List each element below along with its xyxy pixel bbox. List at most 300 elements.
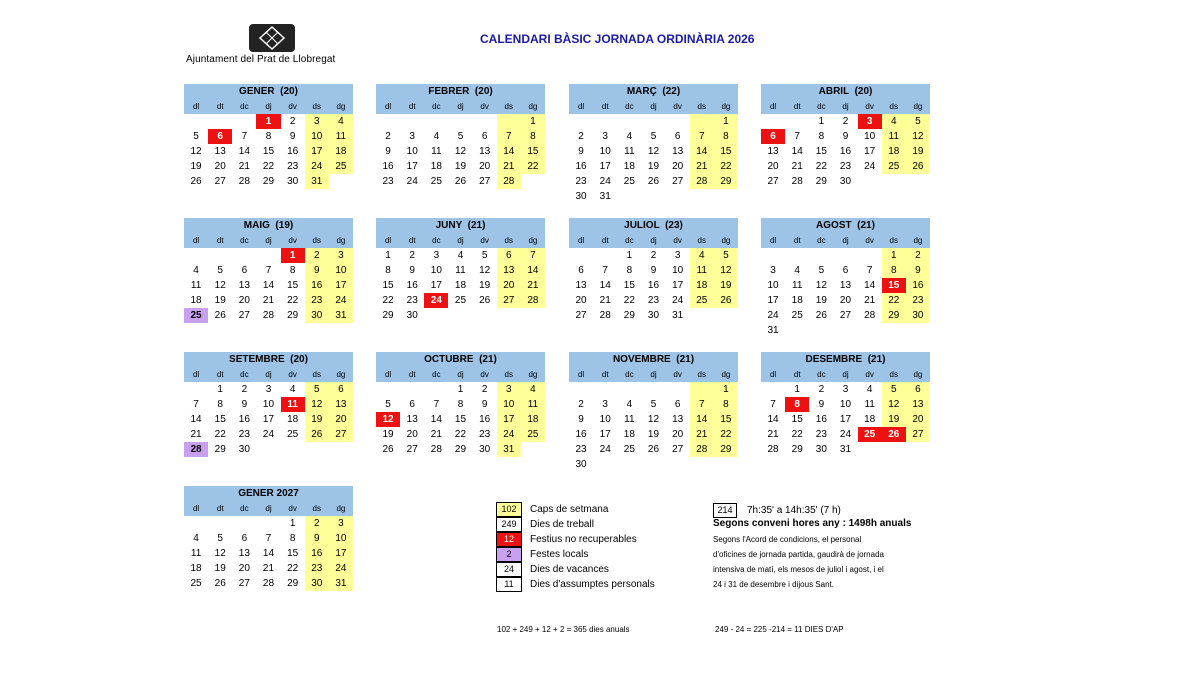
day-cell: 17 bbox=[329, 546, 353, 561]
day-cell: 10 bbox=[497, 397, 521, 412]
day-cell: 20 bbox=[767, 161, 779, 172]
day-cell: 22 bbox=[521, 159, 545, 174]
day-cell: 29 bbox=[882, 308, 906, 323]
conveni-hours: Segons conveni hores any : 1498h anuals bbox=[713, 518, 912, 529]
page-title: CALENDARI BÀSIC JORNADA ORDINÀRIA 2026 bbox=[480, 32, 755, 46]
weekday-label: dv bbox=[673, 102, 682, 111]
day-cell: 15 bbox=[714, 412, 738, 427]
weekday-header bbox=[376, 367, 545, 382]
weekday-label: dj bbox=[457, 102, 464, 111]
weekday-header bbox=[184, 233, 353, 248]
footer-annual-sum: 102 + 249 + 12 + 2 = 365 dies anuals bbox=[497, 625, 630, 634]
day-cell: 26 bbox=[454, 176, 467, 187]
day-cell: 26 bbox=[714, 293, 738, 308]
day-cell: 7 bbox=[690, 129, 714, 144]
month-title: ABRIL (20) bbox=[761, 84, 930, 99]
day-cell: 1 bbox=[714, 114, 738, 129]
day-cell: 23 bbox=[382, 176, 394, 187]
day-cell: 10 bbox=[672, 265, 684, 276]
empty-cell bbox=[809, 323, 833, 338]
day-cell: 29 bbox=[714, 174, 738, 189]
day-cell: 4 bbox=[193, 533, 199, 544]
day-cell: 13 bbox=[497, 263, 521, 278]
day-cell: 14 bbox=[864, 280, 876, 291]
empty-cell bbox=[882, 323, 906, 338]
day-cell: 31 bbox=[305, 174, 329, 189]
empty-cell bbox=[641, 382, 665, 397]
day-cell: 14 bbox=[521, 263, 545, 278]
weekday-label: ds bbox=[504, 102, 513, 111]
day-grid bbox=[761, 114, 930, 189]
day-cell: 1 bbox=[457, 384, 464, 395]
legend-label: Dies d'assumptes personals bbox=[530, 579, 655, 590]
day-cell: 13 bbox=[672, 146, 684, 157]
day-cell: 19 bbox=[906, 144, 930, 159]
empty-cell bbox=[833, 248, 857, 263]
empty-cell bbox=[424, 382, 448, 397]
weekday-header bbox=[184, 367, 353, 382]
day-cell: 3 bbox=[305, 114, 329, 129]
day-cell: 20 bbox=[672, 161, 684, 172]
day-cell: 3 bbox=[409, 131, 415, 142]
weekday-label: dc bbox=[240, 370, 249, 379]
day-cell: 17 bbox=[599, 161, 611, 172]
day-cell: 21 bbox=[767, 429, 779, 440]
empty-cell bbox=[184, 382, 208, 397]
month-calendar bbox=[569, 352, 738, 472]
day-cell: 19 bbox=[882, 412, 906, 427]
day-cell: 22 bbox=[815, 161, 827, 172]
month-calendar bbox=[376, 218, 545, 323]
day-cell: 10 bbox=[839, 399, 852, 410]
day-cell: 19 bbox=[305, 412, 329, 427]
weekday-label: dj bbox=[650, 236, 657, 245]
weekday-label: dt bbox=[408, 236, 416, 245]
weekday-label: dt bbox=[793, 370, 801, 379]
day-cell: 13 bbox=[214, 146, 226, 157]
day-cell: 7 bbox=[794, 131, 800, 142]
day-cell: 15 bbox=[791, 414, 803, 425]
weekday-label: dl bbox=[384, 236, 392, 245]
day-cell: 28 bbox=[791, 176, 803, 187]
day-cell: 4 bbox=[329, 114, 353, 129]
day-cell: 18 bbox=[690, 278, 714, 293]
day-cell: 1 bbox=[256, 114, 280, 129]
day-cell: 16 bbox=[305, 278, 329, 293]
weekday-label: dv bbox=[288, 236, 297, 245]
day-cell: 12 bbox=[214, 548, 226, 559]
day-cell: 30 bbox=[575, 459, 587, 470]
day-cell: 17 bbox=[599, 429, 611, 440]
weekday-label: dt bbox=[601, 370, 609, 379]
day-cell: 27 bbox=[767, 176, 779, 187]
day-cell: 27 bbox=[672, 444, 684, 455]
weekday-label: dl bbox=[769, 370, 777, 379]
day-cell: 30 bbox=[839, 176, 852, 187]
day-cell: 20 bbox=[575, 295, 587, 306]
empty-cell bbox=[329, 442, 353, 457]
day-cell: 14 bbox=[497, 144, 521, 159]
day-cell: 4 bbox=[882, 114, 906, 129]
day-cell: 8 bbox=[626, 265, 633, 276]
day-cell: 28 bbox=[767, 444, 779, 455]
day-cell: 3 bbox=[842, 384, 849, 395]
empty-cell bbox=[497, 114, 521, 129]
day-cell: 10 bbox=[767, 280, 779, 291]
day-cell: 21 bbox=[599, 295, 611, 306]
day-cell: 17 bbox=[497, 412, 521, 427]
day-cell: 28 bbox=[690, 174, 714, 189]
day-cell: 31 bbox=[839, 444, 852, 455]
weekday-label: dj bbox=[457, 370, 464, 379]
empty-cell bbox=[641, 189, 665, 204]
empty-cell bbox=[521, 442, 545, 457]
weekday-label: dv bbox=[673, 370, 682, 379]
day-cell: 26 bbox=[882, 427, 906, 442]
day-cell: 28 bbox=[184, 442, 208, 457]
weekday-header bbox=[184, 501, 353, 516]
empty-cell bbox=[400, 114, 424, 129]
day-cell: 22 bbox=[714, 159, 738, 174]
month-title: SETEMBRE (20) bbox=[184, 352, 353, 367]
weekday-label: dc bbox=[817, 370, 826, 379]
day-cell: 25 bbox=[791, 310, 803, 321]
day-cell: 5 bbox=[714, 248, 738, 263]
day-cell: 10 bbox=[599, 414, 611, 425]
empty-cell bbox=[424, 308, 448, 323]
day-grid bbox=[569, 248, 738, 323]
day-grid bbox=[376, 114, 545, 189]
weekday-label: dj bbox=[457, 236, 464, 245]
day-cell: 24 bbox=[599, 176, 611, 187]
day-cell: 25 bbox=[521, 427, 545, 442]
weekday-label: ds bbox=[697, 102, 706, 111]
day-cell: 25 bbox=[623, 176, 635, 187]
day-cell: 20 bbox=[238, 295, 250, 306]
weekday-label: dl bbox=[384, 102, 392, 111]
note-line-4: 24 i 31 de desembre i dijous Sant. bbox=[713, 580, 834, 589]
day-cell: 6 bbox=[241, 265, 248, 276]
weekday-label: dc bbox=[240, 236, 249, 245]
day-cell: 20 bbox=[329, 412, 353, 427]
day-cell: 14 bbox=[190, 414, 202, 425]
day-cell: 22 bbox=[791, 429, 803, 440]
month-title: OCTUBRE (21) bbox=[376, 352, 545, 367]
day-cell: 12 bbox=[454, 146, 467, 157]
weekday-label: dg bbox=[913, 102, 923, 111]
month-calendar bbox=[761, 218, 930, 338]
day-cell: 23 bbox=[906, 293, 930, 308]
day-cell: 25 bbox=[623, 444, 635, 455]
day-cell: 14 bbox=[690, 144, 714, 159]
weekday-label: dj bbox=[650, 370, 657, 379]
weekday-label: ds bbox=[697, 236, 706, 245]
day-cell: 31 bbox=[329, 308, 353, 323]
day-cell: 17 bbox=[329, 278, 353, 293]
day-cell: 18 bbox=[190, 295, 202, 306]
day-cell: 11 bbox=[690, 263, 714, 278]
day-cell: 14 bbox=[238, 146, 250, 157]
day-cell: 28 bbox=[262, 578, 275, 589]
day-cell: 17 bbox=[767, 295, 779, 306]
weekday-label: dj bbox=[265, 102, 272, 111]
weekday-label: ds bbox=[504, 236, 513, 245]
weekday-label: dj bbox=[842, 236, 849, 245]
empty-cell bbox=[809, 248, 833, 263]
day-cell: 19 bbox=[214, 295, 226, 306]
municipal-logo bbox=[249, 24, 295, 52]
day-grid bbox=[569, 382, 738, 472]
day-cell: 8 bbox=[385, 265, 391, 276]
day-cell: 2 bbox=[289, 116, 296, 127]
empty-cell bbox=[593, 457, 617, 472]
empty-cell bbox=[666, 189, 690, 204]
month-calendar bbox=[184, 352, 353, 457]
weekday-header bbox=[569, 99, 738, 114]
weekday-label: dt bbox=[793, 236, 801, 245]
day-cell: 8 bbox=[714, 397, 738, 412]
day-cell: 6 bbox=[761, 129, 785, 144]
weekday-label: ds bbox=[504, 370, 513, 379]
day-cell: 13 bbox=[767, 146, 779, 157]
empty-cell bbox=[256, 442, 280, 457]
day-cell: 22 bbox=[454, 429, 467, 440]
empty-cell bbox=[641, 457, 665, 472]
day-cell: 6 bbox=[329, 382, 353, 397]
day-cell: 10 bbox=[864, 131, 876, 142]
day-cell: 5 bbox=[305, 382, 329, 397]
day-cell: 2 bbox=[385, 131, 391, 142]
day-cell: 4 bbox=[690, 248, 714, 263]
day-cell: 2 bbox=[305, 248, 329, 263]
day-cell: 18 bbox=[190, 563, 202, 574]
day-cell: 1 bbox=[794, 384, 800, 395]
day-cell: 6 bbox=[906, 382, 930, 397]
weekday-label: dg bbox=[336, 102, 346, 111]
day-cell: 12 bbox=[214, 280, 226, 291]
empty-cell bbox=[473, 114, 497, 129]
day-cell: 8 bbox=[785, 397, 809, 412]
month-title: NOVEMBRE (21) bbox=[569, 352, 738, 367]
empty-cell bbox=[690, 308, 714, 323]
weekday-label: dg bbox=[913, 236, 923, 245]
day-cell: 5 bbox=[481, 250, 488, 261]
day-cell: 9 bbox=[578, 146, 584, 157]
empty-cell bbox=[424, 114, 448, 129]
day-cell: 23 bbox=[305, 561, 329, 576]
day-cell: 24 bbox=[767, 310, 779, 321]
weekday-label: dl bbox=[769, 236, 777, 245]
day-cell: 11 bbox=[624, 414, 635, 425]
day-cell: 4 bbox=[866, 384, 873, 395]
day-cell: 4 bbox=[626, 131, 633, 142]
day-cell: 11 bbox=[624, 146, 635, 157]
day-grid bbox=[184, 382, 353, 457]
weekday-header bbox=[376, 233, 545, 248]
day-cell: 8 bbox=[714, 129, 738, 144]
weekday-header bbox=[761, 233, 930, 248]
day-cell: 21 bbox=[497, 159, 521, 174]
day-cell: 5 bbox=[882, 382, 906, 397]
day-cell: 16 bbox=[815, 414, 827, 425]
day-cell: 30 bbox=[406, 310, 418, 321]
day-cell: 21 bbox=[690, 427, 714, 442]
empty-cell bbox=[184, 248, 208, 263]
day-cell: 4 bbox=[626, 399, 633, 410]
day-cell: 8 bbox=[289, 265, 296, 276]
empty-cell bbox=[690, 457, 714, 472]
day-cell: 11 bbox=[329, 129, 353, 144]
empty-cell bbox=[666, 382, 690, 397]
day-cell: 29 bbox=[714, 442, 738, 457]
day-cell: 19 bbox=[647, 429, 660, 440]
empty-cell bbox=[714, 457, 738, 472]
day-cell: 28 bbox=[690, 442, 714, 457]
day-cell: 25 bbox=[882, 159, 906, 174]
empty-cell bbox=[521, 308, 545, 323]
day-cell: 2 bbox=[906, 248, 930, 263]
legend-count-box: 102 bbox=[496, 502, 522, 517]
day-cell: 8 bbox=[289, 533, 296, 544]
day-cell: 24 bbox=[424, 293, 448, 308]
day-cell: 14 bbox=[767, 414, 779, 425]
weekday-label: dc bbox=[240, 102, 249, 111]
day-cell: 21 bbox=[262, 563, 275, 574]
weekday-label: dv bbox=[480, 370, 489, 379]
day-cell: 22 bbox=[882, 293, 906, 308]
day-cell: 19 bbox=[647, 161, 660, 172]
day-cell: 27 bbox=[672, 176, 684, 187]
weekday-label: dc bbox=[625, 370, 634, 379]
day-cell: 28 bbox=[262, 310, 275, 321]
day-cell: 9 bbox=[241, 399, 248, 410]
weekday-label: dg bbox=[336, 370, 346, 379]
day-cell: 25 bbox=[287, 429, 299, 440]
empty-cell bbox=[376, 114, 400, 129]
empty-cell bbox=[569, 248, 593, 263]
day-cell: 10 bbox=[329, 263, 353, 278]
month-title: GENER 2027 bbox=[184, 486, 353, 501]
empty-cell bbox=[448, 308, 472, 323]
empty-cell bbox=[666, 457, 690, 472]
day-cell: 30 bbox=[906, 308, 930, 323]
day-cell: 9 bbox=[650, 265, 657, 276]
empty-cell bbox=[761, 248, 785, 263]
day-cell: 23 bbox=[575, 444, 587, 455]
day-cell: 29 bbox=[262, 176, 275, 187]
day-cell: 30 bbox=[575, 191, 587, 202]
weekday-label: dt bbox=[793, 102, 801, 111]
day-cell: 31 bbox=[767, 325, 779, 336]
weekday-label: dg bbox=[913, 370, 923, 379]
day-cell: 16 bbox=[287, 146, 299, 157]
day-cell: 19 bbox=[714, 278, 738, 293]
day-cell: 29 bbox=[815, 176, 827, 187]
day-cell: 2 bbox=[578, 399, 584, 410]
empty-cell bbox=[858, 174, 882, 189]
day-cell: 23 bbox=[479, 429, 491, 440]
empty-cell bbox=[666, 114, 690, 129]
day-cell: 7 bbox=[265, 533, 272, 544]
day-cell: 16 bbox=[406, 280, 418, 291]
weekday-label: dj bbox=[265, 370, 272, 379]
day-cell: 13 bbox=[906, 397, 930, 412]
day-cell: 27 bbox=[329, 427, 353, 442]
legend-label: Dies de treball bbox=[530, 519, 594, 530]
day-cell: 3 bbox=[329, 516, 353, 531]
day-cell: 28 bbox=[497, 174, 521, 189]
day-cell: 9 bbox=[409, 265, 415, 276]
weekday-label: dg bbox=[336, 236, 346, 245]
day-cell: 8 bbox=[217, 399, 223, 410]
weekday-label: dc bbox=[625, 236, 634, 245]
day-cell: 4 bbox=[289, 384, 296, 395]
day-cell: 10 bbox=[305, 129, 329, 144]
day-cell: 13 bbox=[238, 548, 250, 559]
day-cell: 5 bbox=[906, 114, 930, 129]
empty-cell bbox=[690, 189, 714, 204]
weekday-label: dc bbox=[432, 102, 441, 111]
day-cell: 9 bbox=[305, 263, 329, 278]
day-cell: 2 bbox=[842, 116, 849, 127]
day-cell: 13 bbox=[238, 280, 250, 291]
day-cell: 22 bbox=[623, 295, 635, 306]
empty-cell bbox=[617, 457, 641, 472]
day-cell: 14 bbox=[262, 548, 275, 559]
day-cell: 21 bbox=[690, 159, 714, 174]
day-cell: 10 bbox=[262, 399, 275, 410]
day-cell: 6 bbox=[674, 131, 681, 142]
day-cell: 26 bbox=[906, 159, 930, 174]
empty-cell bbox=[376, 382, 400, 397]
month-title: DESEMBRE (21) bbox=[761, 352, 930, 367]
day-cell: 4 bbox=[193, 265, 199, 276]
empty-cell bbox=[617, 189, 641, 204]
day-cell: 11 bbox=[521, 397, 545, 412]
weekday-label: dv bbox=[673, 236, 682, 245]
day-cell: 21 bbox=[791, 161, 803, 172]
day-cell: 22 bbox=[287, 295, 299, 306]
weekday-label: dl bbox=[192, 504, 200, 513]
day-grid bbox=[761, 382, 930, 457]
day-cell: 3 bbox=[329, 248, 353, 263]
day-cell: 18 bbox=[882, 144, 906, 159]
empty-cell bbox=[281, 442, 305, 457]
weekday-label: dv bbox=[288, 102, 297, 111]
day-cell: 12 bbox=[190, 146, 202, 157]
day-cell: 2 bbox=[409, 250, 415, 261]
month-title: JULIOL (23) bbox=[569, 218, 738, 233]
day-cell: 17 bbox=[839, 414, 852, 425]
day-cell: 12 bbox=[882, 397, 906, 412]
day-cell: 30 bbox=[815, 444, 827, 455]
empty-cell bbox=[761, 382, 785, 397]
day-cell: 13 bbox=[406, 414, 418, 425]
day-cell: 11 bbox=[792, 280, 803, 291]
empty-cell bbox=[208, 248, 232, 263]
empty-cell bbox=[785, 323, 809, 338]
day-cell: 28 bbox=[599, 310, 611, 321]
day-cell: 16 bbox=[839, 146, 852, 157]
day-cell: 16 bbox=[305, 546, 329, 561]
day-cell: 25 bbox=[190, 578, 202, 589]
day-cell: 23 bbox=[305, 293, 329, 308]
day-cell: 6 bbox=[409, 399, 415, 410]
day-cell: 28 bbox=[521, 293, 545, 308]
day-cell: 15 bbox=[882, 278, 906, 293]
day-cell: 15 bbox=[214, 414, 226, 425]
day-cell: 4 bbox=[457, 250, 464, 261]
